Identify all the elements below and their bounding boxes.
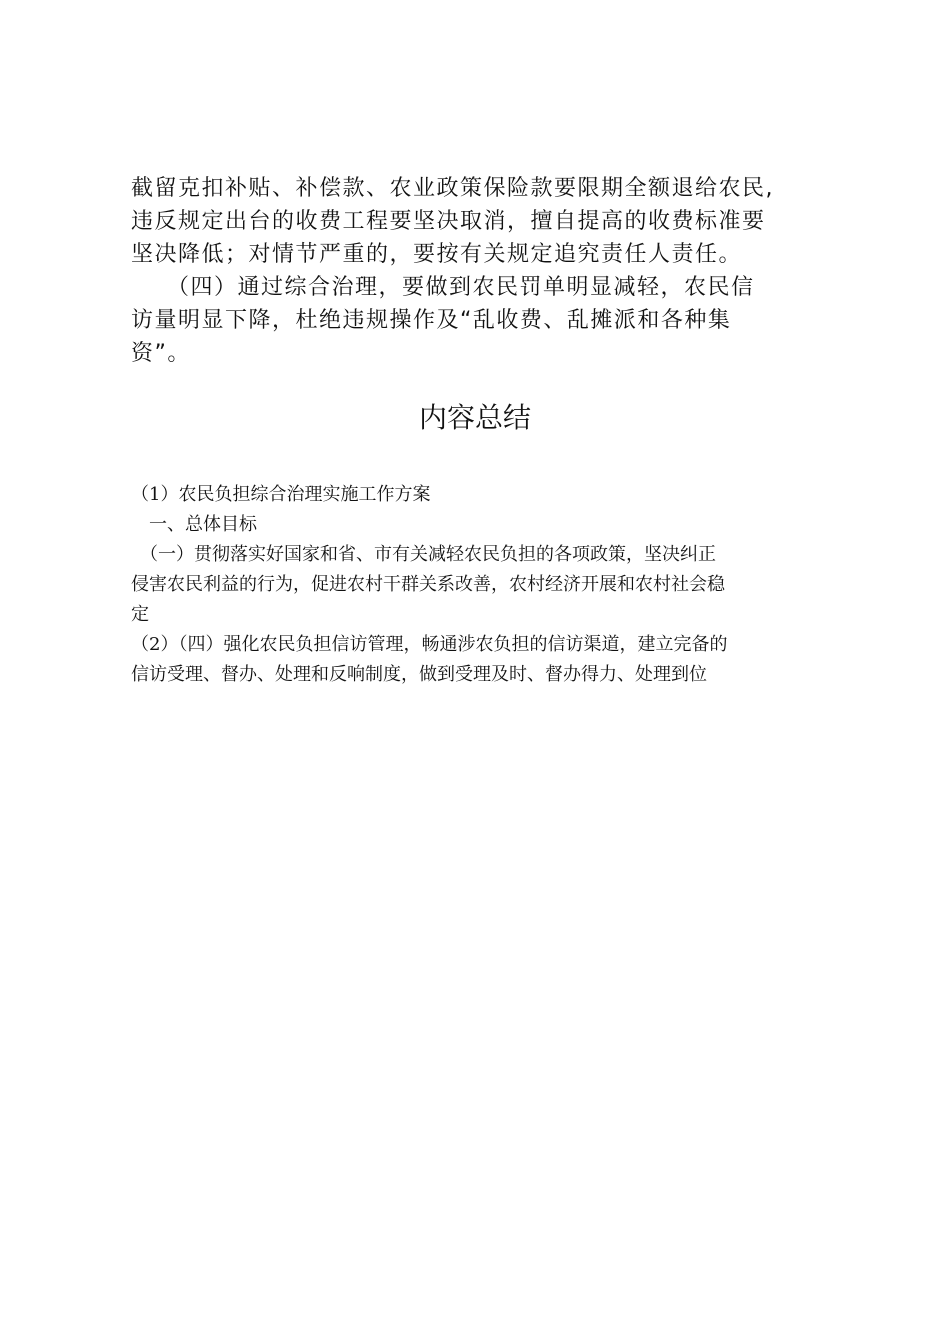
body-text — [131, 172, 831, 370]
summary-section — [131, 480, 831, 690]
summary-line: （一）贯彻落实好国家和省、市有关减轻农民负担的各项政策，坚决纠正 — [131, 544, 716, 565]
body-line: 截留克扣补贴、补偿款、农业政策保险款要限期全额退给农民, — [131, 176, 774, 201]
summary-line: 定 — [131, 604, 149, 625]
summary-line: （2）（四）强化农民负担信访管理，畅通涉农负担的信访渠道，建立完备的 — [131, 634, 728, 655]
summary-line: 信访受理、督办、处理和反响制度，做到受理及时、督办得力、处理到位 — [131, 664, 707, 685]
body-line: 坚决降低；对情节严重的，要按有关规定追究责任人责任。 — [131, 242, 743, 267]
body-line: （四）通过综合治理，要做到农民罚单明显减轻，农民信 — [131, 275, 755, 300]
body-line: 违反规定出台的收费工程要坚决取消，擅自提高的收费标准要 — [131, 209, 766, 234]
summary-line: 一、总体目标 — [131, 514, 257, 535]
body-line: 资”。 — [131, 341, 191, 366]
body-line: 访量明显下降，杜绝违规操作及“乱收费、乱摊派和各种集 — [131, 308, 732, 333]
summary-title: 内容总结 — [418, 401, 531, 434]
summary-line: （1）农民负担综合治理实施工作方案 — [131, 484, 431, 505]
summary-line: 侵害农民利益的行为，促进农村干群关系改善，农村经济开展和农村社会稳 — [131, 574, 725, 595]
